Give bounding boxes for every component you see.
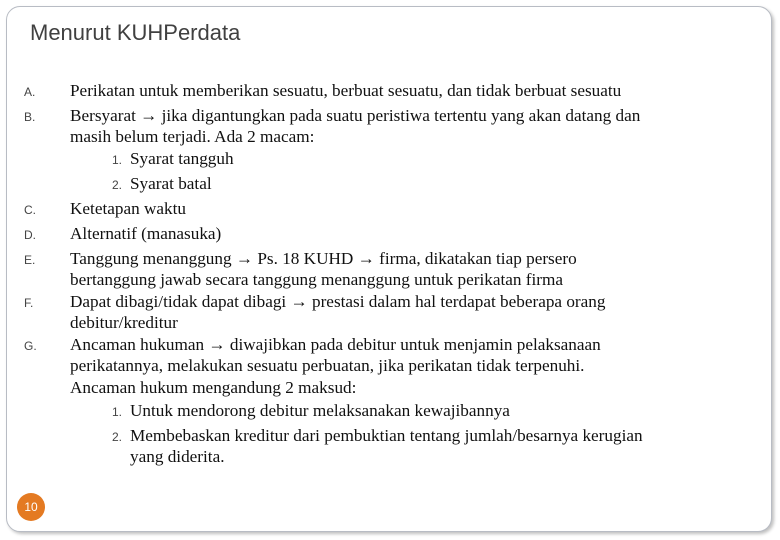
sub-item — [70, 172, 750, 197]
item-text: Ketetapan waktu — [70, 199, 186, 218]
list-letter: A. — [24, 85, 36, 99]
sub-text-cont: yang diderita. — [130, 447, 225, 466]
slide-content — [0, 79, 780, 467]
list-item — [0, 197, 780, 222]
list-item — [0, 104, 780, 197]
slide-title: Menurut KUHPerdata — [30, 20, 241, 45]
item-text-cont: masih belum terjadi. Ada 2 macam: — [70, 127, 315, 146]
list-item — [0, 333, 780, 467]
sub-number: 1. — [111, 153, 122, 167]
list-item — [0, 222, 780, 247]
item-text-cont: perikatannya, melakukan sesuatu perbuatan, jika perikatan tidak terpenuhi. — [70, 356, 585, 375]
sub-text: Syarat tangguh — [130, 149, 234, 168]
item-text: Tanggung menanggung → Ps. 18 KUHD → firma, dikatakan tiap persero — [70, 249, 577, 268]
sub-item — [70, 399, 750, 424]
item-text: Dapat dibagi/tidak dapat dibagi → prestasi dalam hal terdapat beberapa orang — [70, 292, 606, 311]
sub-text: Membebaskan kreditur dari pembuktian tentang jumlah/besarnya kerugian — [130, 426, 643, 445]
item-text: Alternatif (manasuka) — [70, 224, 222, 243]
sub-text: Syarat batal — [130, 174, 212, 193]
list-letter: C. — [24, 203, 36, 217]
sub-item — [70, 424, 750, 467]
sub-number: 2. — [111, 178, 122, 192]
list-item — [0, 290, 780, 333]
item-text: Ancaman hukuman → diwajibkan pada debitur untuk menjamin pelaksanaan — [70, 335, 601, 354]
item-extra-text: Ancaman hukum mengandung 2 maksud: — [70, 378, 357, 397]
list-item — [0, 247, 780, 290]
sub-number: 2. — [111, 430, 122, 444]
list-letter: E. — [24, 253, 36, 267]
page-number-badge: 10 — [17, 493, 45, 521]
item-text: Bersyarat → jika digantungkan pada suatu peristiwa tertentu yang akan datang dan — [70, 106, 641, 125]
sub-text: Untuk mendorong debitur melaksanakan kewajibannya — [130, 401, 510, 420]
sub-number: 1. — [111, 405, 122, 419]
item-text: Perikatan untuk memberikan sesuatu, berbuat sesuatu, dan tidak berbuat sesuatu — [70, 81, 622, 100]
list-letter: D. — [24, 228, 36, 242]
list-item — [0, 79, 780, 104]
item-text-cont: bertanggung jawab secara tanggung menanggung untuk perikatan firma — [70, 270, 564, 289]
list-letter: F. — [24, 296, 34, 310]
sub-item — [70, 147, 750, 172]
list-letter: B. — [24, 110, 36, 124]
item-text-cont: debitur/kreditur — [70, 313, 178, 332]
list-letter: G. — [24, 339, 37, 353]
